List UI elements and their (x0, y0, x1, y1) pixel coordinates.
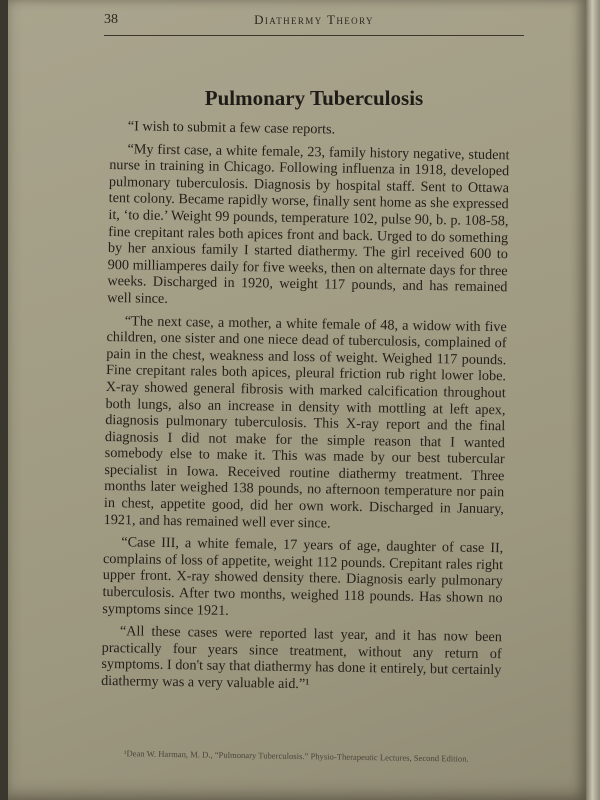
paragraph-intro: “I wish to submit a few case reports. (127, 118, 336, 138)
chapter-title: Pulmonary Tuberculosis (204, 86, 424, 111)
page-number: 38 (104, 12, 118, 27)
paragraph-case-1: “My first case, a white female, 23, family history negative, student nurse in training in Chicago. Following influenza in 1918, developed pulmonary tuberculosis. Diagnosis by hospital staff. Sent to Ottawa tent colony. Became rapidly worse, finally sent home as she expressed it, ‘to die.’ Weight 99 pounds, temperature 102, pulse 90, b. p. 108-58, fine crepitant rales both apices front and back. Urged to do something by her anxious family I started diathermy. The girl received 600 to 900 milliamperes daily for five weeks, then on alternate days for three weeks. Discharged in 1920, weight 117 pounds, and has remained well since. (107, 140, 510, 307)
running-title: Diathermy Theory (254, 12, 374, 27)
body-text (101, 118, 510, 702)
footnote: ¹Dean W. Harman, M. D., “Pulmonary Tuberculosis.” Physio-Therapeutic Lectures, Second Edition. (123, 748, 469, 764)
paragraph-case-2: “The next case, a mother, a white female of 48, a widow with five children, one sister and one niece dead of tuberculosis, complained of pain in the chest, weakness and loss of weight. Weighed 117 pounds. Fine crepitant rales both apices, pleural friction rub right lower lobe. X-ray showed general fibrosis with marked calcification throughout both lungs, also an increase in density with mottling at left apex, diagnosis pulmonary tuberculosis. This X-ray report and the final diagnosis I did not make for the simple reason that I wanted somebody else to make it. This was made by our best tubercular specialist in Iowa. Received routine diathermy treatment. Three months later weighed 138 pounds, no afternoon temperature nor pain in chest, appetite good, did her own work. Discharged in January, 1921, and has remained well ever since. (103, 312, 507, 532)
paragraph-conclusion: “All these cases were reported last year, and it has now been practically four years since treatment, without any return of symptoms. I don't say that diathermy has done it entirely, but certainly diathermy was a very valuable aid.”¹ (101, 623, 503, 693)
header-rule (104, 35, 524, 36)
page-edge (586, 0, 600, 800)
running-head (104, 12, 524, 36)
paragraph-case-3: “Case III, a white female, 17 years of age, daughter of case II, complains of loss of appetite, weight 112 pounds. Crepitant rales right upper front. X-ray showed density there. Diagnosis early pulmonary tuberculosis. After two months, weighed 118 pounds. Has shown no symptoms since 1921. (102, 534, 504, 619)
book-page (8, 0, 586, 800)
